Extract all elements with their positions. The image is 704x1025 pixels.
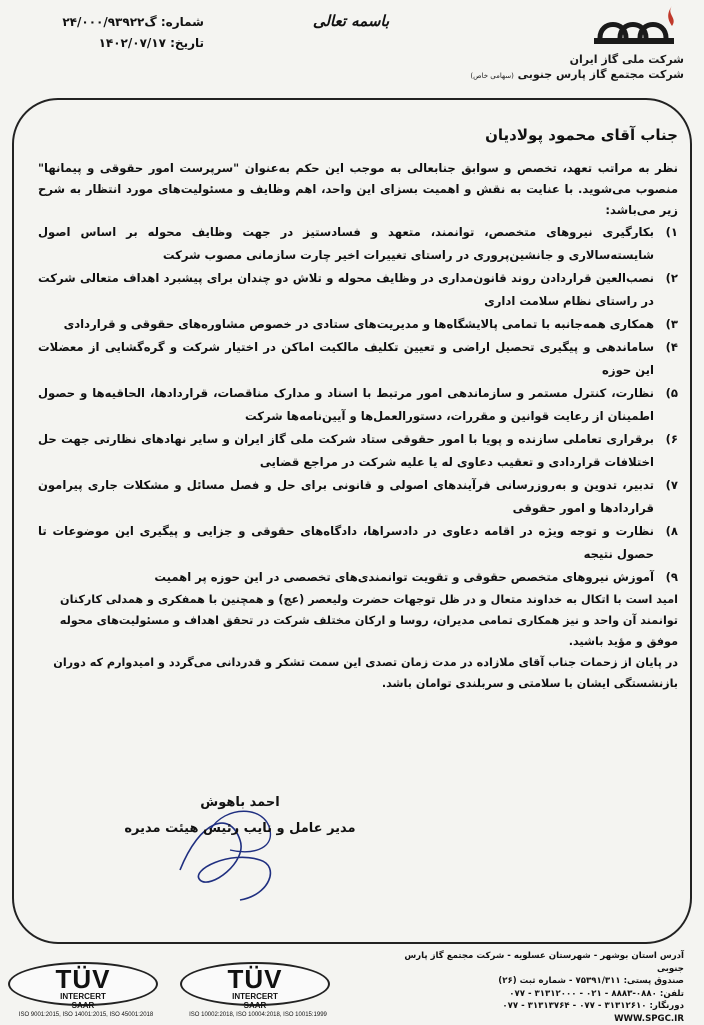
recipient: جناب آقای محمود پولادیان xyxy=(38,126,678,144)
nigc-logo-icon xyxy=(586,4,682,52)
letter-date: تاریخ: ۱۴۰۲/۰۷/۱۷ xyxy=(24,33,204,54)
tuv-certification-badge xyxy=(180,962,336,1024)
website-link: WWW.SPGC.IR xyxy=(384,1013,684,1025)
letter-body xyxy=(38,126,678,694)
list-item: ۲) نصب‌العین قراردادن روند قانون‌مداری در وظایف محوله و تلاش دو چندان برای پیشبرد اهداف متعالی شرکت در راستای نظام سلامت اداری xyxy=(38,267,678,313)
badge-iso: ISO 9001:2015, ISO 14001:2015, ISO 45001:2018 xyxy=(8,1012,164,1018)
org-name: شرکت ملی گاز ایران xyxy=(470,52,684,67)
badge-iso: ISO 10002:2018, ISO 10004:2018, ISO 10015:1999 xyxy=(180,1012,336,1018)
list-item: ۴) ساماندهی و پیگیری تحصیل اراضی و تعیین تکلیف مالکیت اماکن در اختیار شرکت و گره‌گشایی از معضلات این حوزه xyxy=(38,336,678,382)
list-item: ۱) بکارگیری نیروهای متخصص، توانمند، متعهد و فسادستیز در جهت وظایف محوله بر اساس اصول شایسته‌سالاری و جانشین‌پروری در راستای تغییرات اخیر چارت سازمانی مصوب شرکت xyxy=(38,221,678,267)
signature-block xyxy=(100,790,380,842)
closing-paragraph-2: در پایان از زحمات جناب آقای ملازاده در مدت زمان تصدی این سمت تشکر و قدردانی می‌گردد و امیدوارم که دوران بازنشستگی ایشان با سلامتی و سربلندی توامان باشد. xyxy=(38,652,678,694)
duties-list xyxy=(38,221,678,589)
tuv-certification-badge xyxy=(8,962,164,1024)
organization-name xyxy=(470,52,684,84)
badge-brand: TÜV xyxy=(180,964,330,995)
badge-sub: INTERCERT SAAR xyxy=(180,992,330,1010)
letter-meta xyxy=(24,12,204,54)
list-item: ۵) نظارت، کنترل مستمر و سازماندهی امور مرتبط با اسناد و مدارک مناقصات، قراردادها، الحاقیه‌ها و حصول اطمینان از رعایت قوانین و مقررات، دستورالعمل‌ها و آیین‌نامه‌ها شرکت xyxy=(38,382,678,428)
footer-address: آدرس استان بوشهر - شهرستان عسلویه - شرکت مجتمع گاز پارس جنوبی صندوق پستی: ۷۵۳۹۱/۳۱۱ - شماره ثبت (۲۶) تلفن: ۰۸۸۰-۸۸۸۳ - ۰۲۱ - ۳۱۳۱۲۰۰۰ - ۰۷۷ دورنگار: ۳۱۳۱۲۶۱۰ - ۰۷۷ - ۳۱۳۱۳۷۶۴ - ۰۷۷ WWW.SPGC.IR xyxy=(384,950,684,1025)
list-item: ۸) نظارت و توجه ویژه در اقامه دعاوی در دادسراها، دادگاه‌های حقوقی و جزایی و پیگیری این موضوعات تا حصول نتیجه xyxy=(38,520,678,566)
signatory-name: احمد باهوش xyxy=(100,790,380,816)
list-item: ۳) همکاری همه‌جانبه با تمامی پالایشگاه‌ها و مدیریت‌های ستادی در خصوص مشاوره‌های حقوقی و قراردادی xyxy=(38,313,678,336)
intro-paragraph: نظر به مراتب تعهد، تخصص و سوابق جنابعالی به موجب این حکم به‌عنوان "سرپرست امور حقوقی و پیمانها" منصوب می‌شوید. با عنایت به نقش و اهمیت بسزای این واحد، اهم وظایف و مسئولیت‌های مورد انتظار به شرح زیر می‌باشد: xyxy=(38,158,678,221)
badge-sub: INTERCERT SAAR xyxy=(8,992,158,1010)
list-item: ۶) برقراری تعاملی سازنده و پویا با امور حقوقی ستاد شرکت ملی گاز ایران و سایر نهادهای نظارتی جهت حل اختلافات قراردادی و تعقیب دعاوی له یا علیه شرکت در مراجع قضایی xyxy=(38,428,678,474)
basmala: باسمه تعالی xyxy=(296,12,406,30)
letter-number: شماره: گ۲۴/۰۰۰/۹۳۹۲۲ xyxy=(24,12,204,33)
closing-paragraph-1: امید است با اتکال به خداوند متعال و در ظل توجهات حضرت ولیعصر (عج) و همچنین با همفکری و همدلی کارکنان توانمند آن واحد و نیز همکاری تمامی مدیران، روسا و ارکان مختلف شرکت در تحقق اهداف و مسئولیت‌های محوله موفق و مؤید باشید. xyxy=(38,589,678,652)
list-item: ۷) تدبیر، تدوین و به‌روزرسانی فرآیندهای اصولی و قانونی برای حل و فصل مسائل و مشکلات جاری پیرامون قراردادها و امور حقوقی xyxy=(38,474,678,520)
list-item: ۹) آموزش نیروهای متخصص حقوقی و تقویت توانمندی‌های تخصصی در این حوزه پر اهمیت xyxy=(38,566,678,589)
org-subsidiary-note: (سهامی خاص) xyxy=(470,72,513,80)
badge-brand: TÜV xyxy=(8,964,158,995)
org-subsidiary: شرکت مجتمع گاز پارس جنوبی (سهامی خاص) xyxy=(470,67,684,84)
signatory-title: مدیر عامل و نایب رئیس هیئت مدیره xyxy=(100,816,380,842)
